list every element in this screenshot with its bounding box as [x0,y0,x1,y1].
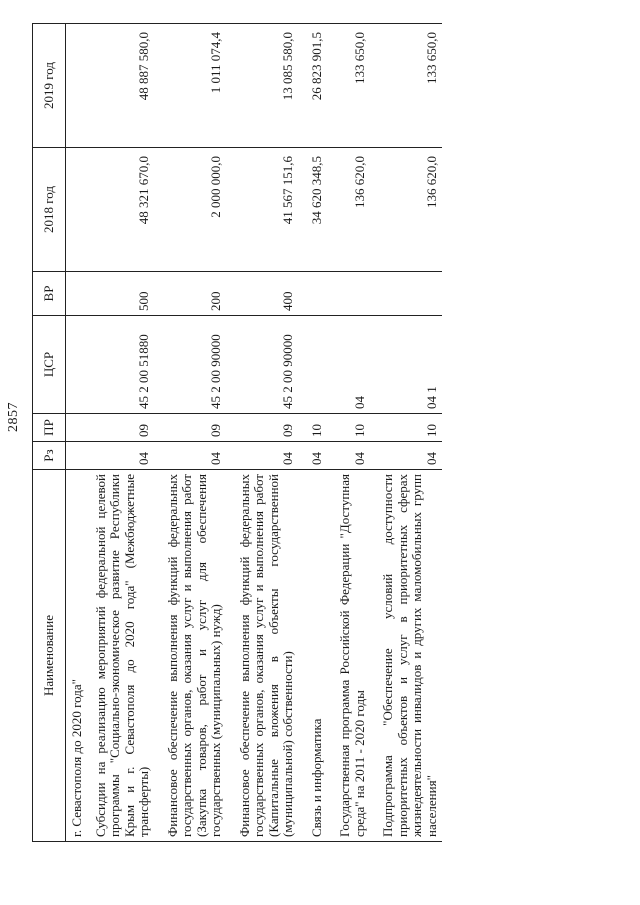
cell-csr: 04 [335,316,370,414]
cell-name: Государственная программа Российской Федерации "Доступная среда" на 2011 - 2020 годы [335,470,370,842]
cell-2018: 136 620,0 [335,148,370,272]
table-row [91,24,155,842]
cell-2018: 48 321 670,0 [91,148,155,272]
cell-2019: 13 085 580,0 [235,24,299,148]
cell-name: Субсидии на реализацию мероприятий федеральной целевой программы "Социально-экономическое развитие Республики Крым и г. Севастополя до 2020 года" (Межбюджетные трансферты) [91,470,155,842]
cell-pr: 09 [91,414,155,442]
table-row [335,24,370,842]
cell-2019: 133 650,0 [378,24,442,148]
rotated-page [4,20,624,880]
cell-vr [66,272,91,316]
cell-rz: 04 [307,442,328,470]
cell-name: Подпрограмма "Обеспечение условий доступности приоритетных объектов и услуг в приоритетных сферах жизнедеятельности инвалидов и других маломобильных групп населения" [378,470,442,842]
cell-rz: 04 [91,442,155,470]
cell-vr [378,272,442,316]
table-row [307,24,328,842]
header-csr: ЦСР [33,316,66,414]
cell-csr [307,316,328,414]
cell-vr: 200 [163,272,227,316]
cell-name: г. Севастополя до 2020 года" [66,470,91,842]
cell-2019: 1 011 074,4 [163,24,227,148]
cell-vr: 400 [235,272,299,316]
cell-rz [66,442,91,470]
cell-2018: 136 620,0 [378,148,442,272]
cell-csr: 45 2 00 90000 [235,316,299,414]
header-2019: 2019 год [33,24,66,148]
cell-vr: 500 [91,272,155,316]
cell-vr [307,272,328,316]
cell-2018: 2 000 000,0 [163,148,227,272]
cell-2019: 133 650,0 [335,24,370,148]
cell-csr: 04 1 [378,316,442,414]
table-row [66,24,91,842]
header-rz: Рз [33,442,66,470]
cell-rz: 04 [163,442,227,470]
cell-pr: 10 [307,414,328,442]
cell-csr [66,316,91,414]
table-row [378,24,442,842]
table-row [163,24,227,842]
page-number: 2857 [6,402,21,432]
header-pr: ПР [33,414,66,442]
cell-pr: 09 [235,414,299,442]
cell-name: Финансовое обеспечение выполнения функций федеральных государственных органов, оказания услуг и выполнения работ (Закупка товаров, работ и услуг для обеспечения государственных (муниципальных) нужд) [163,470,227,842]
cell-rz: 04 [235,442,299,470]
cell-rz: 04 [335,442,370,470]
cell-pr: 10 [378,414,442,442]
cell-2018: 34 620 348,5 [307,148,328,272]
budget-table [32,23,442,842]
cell-vr [335,272,370,316]
header-vr: ВР [33,272,66,316]
cell-name: Связь и информатика [307,470,328,842]
cell-pr: 09 [163,414,227,442]
cell-2019: 48 887 580,0 [91,24,155,148]
cell-csr: 45 2 00 51880 [91,316,155,414]
cell-csr: 45 2 00 90000 [163,316,227,414]
cell-name: Финансовое обеспечение выполнения функций федеральных государственных органов, оказания услуг и выполнения работ (Капитальные вложения в объекты государственной (муниципальной) собственности) [235,470,299,842]
header-2018: 2018 год [33,148,66,272]
table-row [235,24,299,842]
cell-2018 [66,148,91,272]
cell-2019 [66,24,91,148]
cell-rz: 04 [378,442,442,470]
cell-2019: 26 823 901,5 [307,24,328,148]
header-name: Наименование [33,470,66,842]
cell-pr: 10 [335,414,370,442]
cell-2018: 41 567 151,6 [235,148,299,272]
cell-pr [66,414,91,442]
table-header-row [33,24,66,842]
